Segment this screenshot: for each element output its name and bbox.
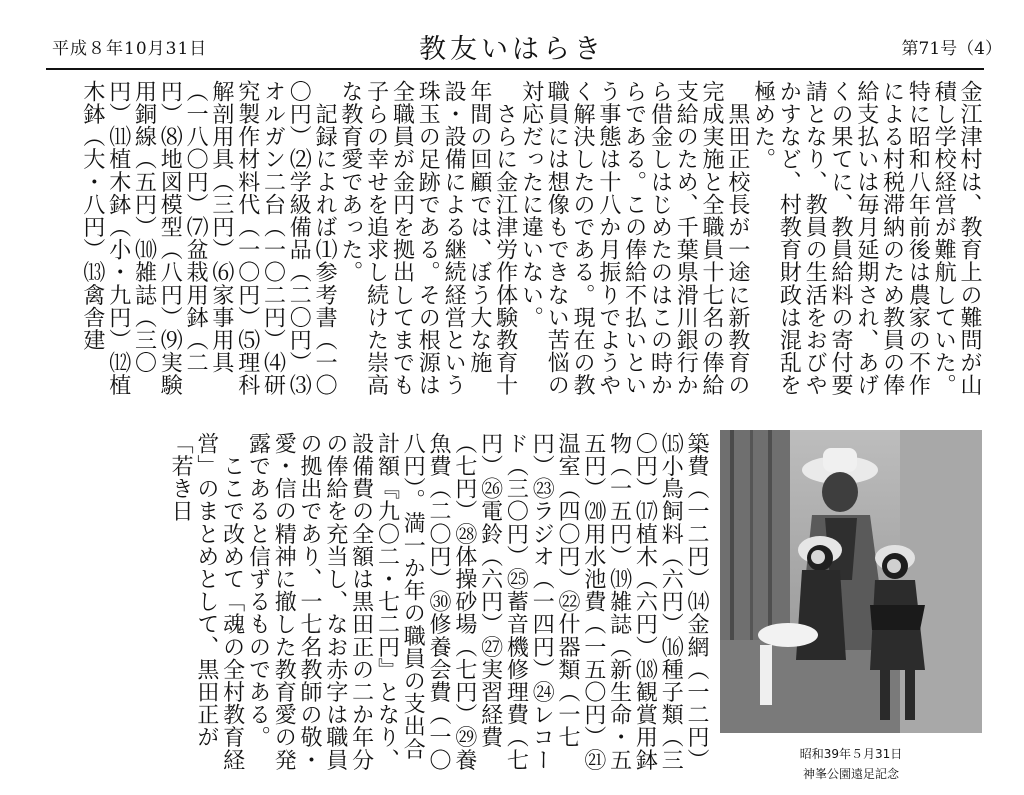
article-paragraph: ここで改めて「魂の全村教育経営」のまとめとして、黒田正が「若き日 [168, 432, 245, 771]
page-header [0, 0, 1024, 70]
issue-number: 第71号（4） [901, 39, 1002, 59]
photo-caption-date: 昭和39年５月31日 [799, 747, 903, 761]
photo-caption-title: 神峯公園遠足記念 [802, 767, 899, 781]
article-paragraph: 記録によれば⑴参考書（一〇〇円）⑵学級備品（二〇円）⑶オルガン二台（一〇二円）⑷研究製作材料代（一〇円）⑸理科解剖用具（三円）⑹家事用具（一八〇円）⑺盆栽用鉢（二円）⑻地図模型（八円）⑼実験用銅線（五円）⑽雑誌（三〇円）⑾植木鉢（小・九円）⑿植木鉢（大・八円）⒀禽舎建 [79, 80, 338, 397]
header-divider [46, 68, 984, 70]
article-upper-section [64, 80, 982, 400]
group-photo [720, 430, 982, 733]
issue-date: 平成８年10月31日 [52, 39, 208, 59]
article-lower-section [89, 432, 709, 777]
article-paragraph: 築費（一二円）⒁金網（一二円）⒂小鳥飼料（六円）⒃種子類（三〇円）⒄植木（六円）⒅観賞用鉢物（一五円）⒆雑誌（新生命・五五円）⒇用水池費（一五〇円）㉑温室（四〇円）㉒什器類（一七円）㉓ラジオ（一四円）㉔レコード（三〇円）㉕蓄音機修理費（七円）㉖電鈴（六円）㉗実習経費（七円）㉘体操砂場（七円）㉙養魚費（二〇円）㉚修養会費（一〇八円）。満一か年の職員の支出合計額『九〇二・七二円』となり、設備費の全額は黒田正の二か年分の俸給を充当し、なお赤字は職員の拠出であり、一七名教師の敬・愛・信の精神に撤した教育愛の発露であると信ずるものである。 [245, 432, 709, 771]
article-paragraph: さらに金江津労作体験教育十年間の回顧では、ぼう大な施設・設備による継続経営という珠玉の足跡である。その根源は全職員が金円を拠出してまでも子らの幸せを追求し続けた崇高な教育愛であった。 [337, 80, 518, 397]
photo-image [720, 430, 982, 733]
article-paragraph: 金江津村は、教育上の難問が山積し学校経営が難航していた。特に昭和八年前後は農家の不作による村税滞納のため教員の俸給支払いは毎月延期され、あげくの果てに、教員給料の寄付要請となり、教員の生活をおびやかすなど、村教育財政は混乱を極めた。 [750, 80, 982, 397]
newsletter-title: 教友いはらき [419, 34, 605, 65]
article-paragraph: 黒田正校長が一途に新教育の完成実施と全職員十七名の俸給支給のため、千葉県滑川銀行から借金しはじめたのはこの時からである。この俸給不払いという事態は十八か月振りでようやく解決したのである。現在の教職員には想像もできない苦悩の対応だったに違いない。 [518, 80, 750, 397]
